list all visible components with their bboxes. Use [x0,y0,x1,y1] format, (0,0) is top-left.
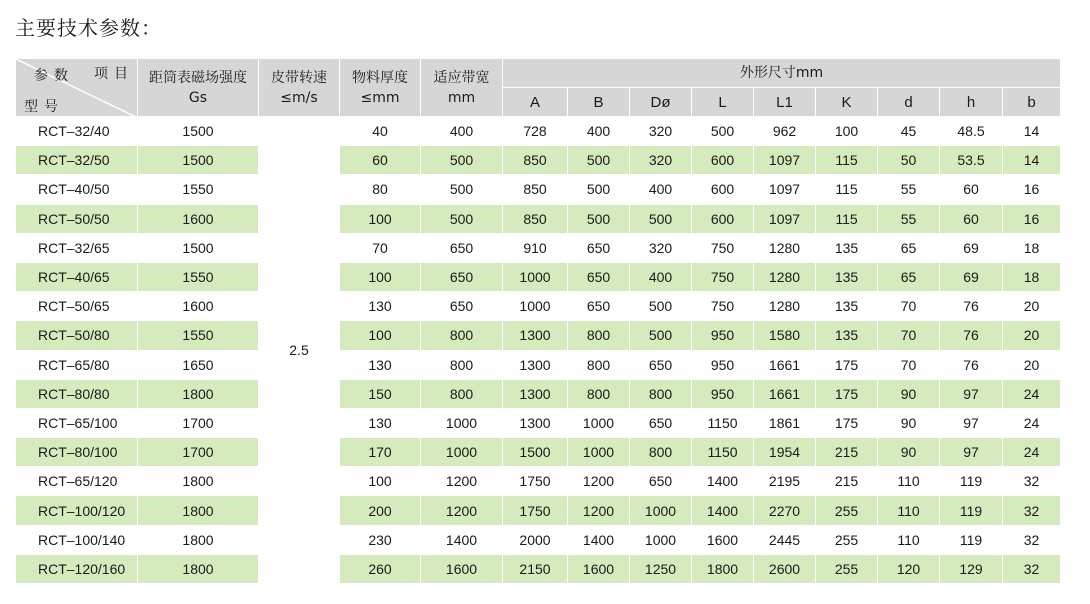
cell-dim-4: 2195 [754,467,816,496]
cell-model: RCT–32/65 [16,233,138,262]
cell-model: RCT–100/140 [16,525,138,554]
cell-dim-8: 24 [1003,408,1061,437]
cell-belt-width: 1000 [421,408,503,437]
cell-dim-3: 1150 [692,408,754,437]
cell-belt-width: 1600 [421,554,503,583]
cell-dim-3: 500 [692,117,754,146]
cell-belt-width: 500 [421,146,503,175]
cell-dim-3: 950 [692,321,754,350]
cell-dim-3: 600 [692,175,754,204]
cell-dim-7: 69 [940,233,1003,262]
cell-model: RCT–40/50 [16,175,138,204]
cell-field-strength: 1500 [138,146,259,175]
cell-dim-3: 750 [692,262,754,291]
cell-belt-speed: 2.5 [259,117,340,584]
cell-dim-6: 70 [878,321,940,350]
cell-model: RCT–50/65 [16,292,138,321]
cell-belt-width: 800 [421,379,503,408]
cell-dim-2: 1000 [630,525,692,554]
cell-dim-3: 1800 [692,554,754,583]
cell-material-thickness: 130 [340,350,421,379]
cell-dim-6: 45 [878,117,940,146]
cell-dim-8: 18 [1003,262,1061,291]
table-row [16,379,1061,408]
cell-dim-8: 16 [1003,175,1061,204]
cell-dim-1: 1200 [568,467,630,496]
header-param-label: 参数 [34,68,74,84]
cell-belt-width: 1200 [421,467,503,496]
cell-dim-5: 135 [816,233,878,262]
header-dim-5: K [816,88,878,117]
cell-dim-2: 320 [630,146,692,175]
cell-belt-width: 1000 [421,438,503,467]
cell-dim-3: 950 [692,350,754,379]
cell-dim-2: 500 [630,292,692,321]
cell-dim-7: 60 [940,175,1003,204]
cell-belt-width: 500 [421,175,503,204]
cell-dim-4: 1280 [754,233,816,262]
cell-dim-7: 48.5 [940,117,1003,146]
table-body [16,117,1061,584]
header-belt-speed: 皮带转速 ≤m/s [259,59,340,117]
cell-dim-1: 500 [568,146,630,175]
table-row [16,438,1061,467]
cell-model: RCT–100/120 [16,496,138,525]
cell-dim-4: 1580 [754,321,816,350]
cell-field-strength: 1500 [138,233,259,262]
cell-dim-6: 120 [878,554,940,583]
cell-dim-5: 115 [816,175,878,204]
cell-dim-7: 60 [940,204,1003,233]
cell-dim-8: 20 [1003,350,1061,379]
table-row [16,408,1061,437]
cell-dim-4: 2445 [754,525,816,554]
cell-dim-5: 115 [816,204,878,233]
cell-dim-2: 650 [630,467,692,496]
cell-belt-width: 800 [421,321,503,350]
cell-material-thickness: 100 [340,467,421,496]
cell-model: RCT–120/160 [16,554,138,583]
cell-dim-0: 2150 [503,554,568,583]
cell-model: RCT–32/50 [16,146,138,175]
cell-material-thickness: 40 [340,117,421,146]
cell-dim-6: 90 [878,379,940,408]
cell-dim-5: 100 [816,117,878,146]
cell-dim-1: 650 [568,233,630,262]
cell-material-thickness: 100 [340,204,421,233]
cell-material-thickness: 80 [340,175,421,204]
cell-model: RCT–80/80 [16,379,138,408]
cell-dim-0: 1000 [503,292,568,321]
cell-dim-5: 135 [816,292,878,321]
cell-dim-8: 20 [1003,321,1061,350]
cell-dim-7: 76 [940,321,1003,350]
cell-dim-6: 110 [878,496,940,525]
cell-dim-6: 90 [878,408,940,437]
cell-dim-7: 76 [940,292,1003,321]
cell-field-strength: 1800 [138,554,259,583]
spec-table [15,58,1061,584]
cell-field-strength: 1600 [138,204,259,233]
table-row [16,496,1061,525]
cell-dim-7: 119 [940,467,1003,496]
cell-field-strength: 1800 [138,496,259,525]
cell-model: RCT–65/80 [16,350,138,379]
cell-dim-7: 97 [940,438,1003,467]
cell-dim-2: 500 [630,321,692,350]
table-row [16,233,1061,262]
cell-dim-4: 1861 [754,408,816,437]
cell-dim-5: 255 [816,525,878,554]
cell-dim-2: 320 [630,117,692,146]
cell-dim-7: 119 [940,496,1003,525]
cell-dim-8: 32 [1003,467,1061,496]
cell-dim-8: 24 [1003,379,1061,408]
cell-belt-width: 650 [421,233,503,262]
cell-dim-2: 650 [630,350,692,379]
cell-dim-1: 1400 [568,525,630,554]
cell-dim-3: 1400 [692,496,754,525]
cell-dim-0: 1300 [503,350,568,379]
cell-dim-5: 175 [816,408,878,437]
cell-belt-width: 400 [421,117,503,146]
cell-belt-width: 1200 [421,496,503,525]
cell-dim-1: 650 [568,262,630,291]
cell-dim-7: 69 [940,262,1003,291]
cell-dim-3: 1400 [692,467,754,496]
table-header [16,59,1061,117]
cell-dim-5: 175 [816,350,878,379]
cell-dim-0: 1300 [503,379,568,408]
cell-dim-6: 50 [878,146,940,175]
cell-dim-6: 55 [878,175,940,204]
table-row [16,146,1061,175]
cell-dim-0: 910 [503,233,568,262]
table-row [16,292,1061,321]
cell-dim-0: 1000 [503,262,568,291]
cell-dim-3: 1150 [692,438,754,467]
cell-field-strength: 1650 [138,350,259,379]
cell-dim-6: 70 [878,292,940,321]
header-dim-4: L1 [754,88,816,117]
cell-dim-8: 32 [1003,525,1061,554]
cell-dim-2: 400 [630,262,692,291]
cell-dim-4: 1280 [754,292,816,321]
cell-dim-2: 800 [630,379,692,408]
cell-belt-width: 650 [421,292,503,321]
cell-field-strength: 1700 [138,438,259,467]
cell-dim-3: 600 [692,204,754,233]
cell-dim-5: 175 [816,379,878,408]
cell-dim-4: 1280 [754,262,816,291]
cell-dim-4: 1097 [754,146,816,175]
table-row [16,321,1061,350]
cell-dim-1: 400 [568,117,630,146]
cell-dim-1: 800 [568,379,630,408]
cell-dim-0: 728 [503,117,568,146]
cell-dim-8: 14 [1003,146,1061,175]
cell-field-strength: 1800 [138,525,259,554]
cell-dim-7: 97 [940,379,1003,408]
cell-dim-0: 1500 [503,438,568,467]
cell-dim-4: 1097 [754,204,816,233]
cell-dim-2: 1000 [630,496,692,525]
header-dim-2: Dø [630,88,692,117]
cell-dim-1: 500 [568,175,630,204]
cell-dim-1: 1000 [568,438,630,467]
header-dim-1: B [568,88,630,117]
header-model-label: 型号 [24,99,64,115]
cell-material-thickness: 200 [340,496,421,525]
cell-dim-2: 650 [630,408,692,437]
cell-dim-0: 1750 [503,467,568,496]
cell-material-thickness: 130 [340,408,421,437]
cell-dim-0: 1300 [503,408,568,437]
header-field-strength: 距筒表磁场强度 Gs [138,59,259,117]
page-title: 主要技术参数： [15,16,162,40]
header-dim-8: b [1003,88,1061,117]
cell-material-thickness: 100 [340,262,421,291]
header-dim-7: h [940,88,1003,117]
cell-dim-2: 500 [630,204,692,233]
table-row [16,117,1061,146]
cell-model: RCT–50/50 [16,204,138,233]
cell-belt-width: 1400 [421,525,503,554]
cell-dim-1: 1000 [568,408,630,437]
cell-field-strength: 1550 [138,175,259,204]
cell-field-strength: 1700 [138,408,259,437]
cell-material-thickness: 230 [340,525,421,554]
cell-dim-6: 65 [878,233,940,262]
cell-material-thickness: 150 [340,379,421,408]
cell-dim-8: 16 [1003,204,1061,233]
header-dim-3: L [692,88,754,117]
cell-dim-5: 135 [816,262,878,291]
cell-dim-0: 1300 [503,321,568,350]
cell-field-strength: 1800 [138,379,259,408]
header-dim-0: A [503,88,568,117]
cell-dim-1: 650 [568,292,630,321]
cell-dim-4: 1661 [754,350,816,379]
cell-dim-0: 850 [503,204,568,233]
cell-belt-width: 800 [421,350,503,379]
cell-model: RCT–80/100 [16,438,138,467]
cell-dim-5: 255 [816,496,878,525]
table-row [16,204,1061,233]
header-material-thickness: 物料厚度 ≤mm [340,59,421,117]
cell-dim-2: 320 [630,233,692,262]
cell-dim-6: 90 [878,438,940,467]
cell-model: RCT–50/80 [16,321,138,350]
cell-dim-4: 2270 [754,496,816,525]
cell-model: RCT–40/65 [16,262,138,291]
table-row [16,525,1061,554]
cell-dim-5: 135 [816,321,878,350]
cell-dim-4: 1097 [754,175,816,204]
cell-dim-6: 70 [878,350,940,379]
cell-material-thickness: 260 [340,554,421,583]
cell-field-strength: 1500 [138,117,259,146]
cell-dim-2: 800 [630,438,692,467]
cell-dim-1: 800 [568,350,630,379]
cell-field-strength: 1800 [138,467,259,496]
cell-model: RCT–32/40 [16,117,138,146]
cell-dim-1: 500 [568,204,630,233]
cell-dim-6: 55 [878,204,940,233]
cell-dim-1: 800 [568,321,630,350]
cell-dim-8: 18 [1003,233,1061,262]
header-item-label: 项目 [94,66,134,82]
cell-field-strength: 1600 [138,292,259,321]
cell-dim-3: 750 [692,233,754,262]
cell-dim-0: 2000 [503,525,568,554]
cell-model: RCT–65/120 [16,467,138,496]
cell-dim-8: 24 [1003,438,1061,467]
cell-field-strength: 1550 [138,262,259,291]
cell-dim-8: 20 [1003,292,1061,321]
cell-dim-0: 850 [503,146,568,175]
cell-dim-2: 1250 [630,554,692,583]
cell-dim-3: 750 [692,292,754,321]
cell-dim-8: 32 [1003,554,1061,583]
cell-material-thickness: 130 [340,292,421,321]
cell-dim-3: 600 [692,146,754,175]
cell-dim-1: 1600 [568,554,630,583]
table-row [16,262,1061,291]
cell-field-strength: 1550 [138,321,259,350]
header-dimensions-group: 外形尺寸mm [503,59,1061,88]
cell-material-thickness: 170 [340,438,421,467]
cell-dim-0: 1750 [503,496,568,525]
cell-dim-6: 65 [878,262,940,291]
cell-dim-4: 962 [754,117,816,146]
cell-dim-5: 215 [816,467,878,496]
cell-dim-5: 255 [816,554,878,583]
cell-dim-6: 110 [878,525,940,554]
cell-dim-3: 950 [692,379,754,408]
cell-dim-4: 2600 [754,554,816,583]
cell-material-thickness: 100 [340,321,421,350]
cell-dim-0: 850 [503,175,568,204]
cell-dim-6: 110 [878,467,940,496]
cell-dim-2: 400 [630,175,692,204]
cell-dim-1: 1200 [568,496,630,525]
table-row [16,554,1061,583]
cell-belt-width: 650 [421,262,503,291]
cell-dim-3: 1600 [692,525,754,554]
cell-dim-5: 215 [816,438,878,467]
header-belt-width: 适应带宽 mm [421,59,503,117]
cell-dim-5: 115 [816,146,878,175]
cell-belt-width: 500 [421,204,503,233]
cell-dim-7: 76 [940,350,1003,379]
table-row [16,350,1061,379]
cell-material-thickness: 60 [340,146,421,175]
cell-dim-7: 53.5 [940,146,1003,175]
cell-dim-7: 97 [940,408,1003,437]
cell-dim-7: 129 [940,554,1003,583]
cell-dim-8: 32 [1003,496,1061,525]
cell-model: RCT–65/100 [16,408,138,437]
cell-dim-7: 119 [940,525,1003,554]
cell-dim-4: 1661 [754,379,816,408]
diagonal-header-cell [16,59,138,117]
cell-dim-8: 14 [1003,117,1061,146]
table-row [16,175,1061,204]
cell-dim-4: 1954 [754,438,816,467]
cell-material-thickness: 70 [340,233,421,262]
header-dim-6: d [878,88,940,117]
table-row [16,467,1061,496]
